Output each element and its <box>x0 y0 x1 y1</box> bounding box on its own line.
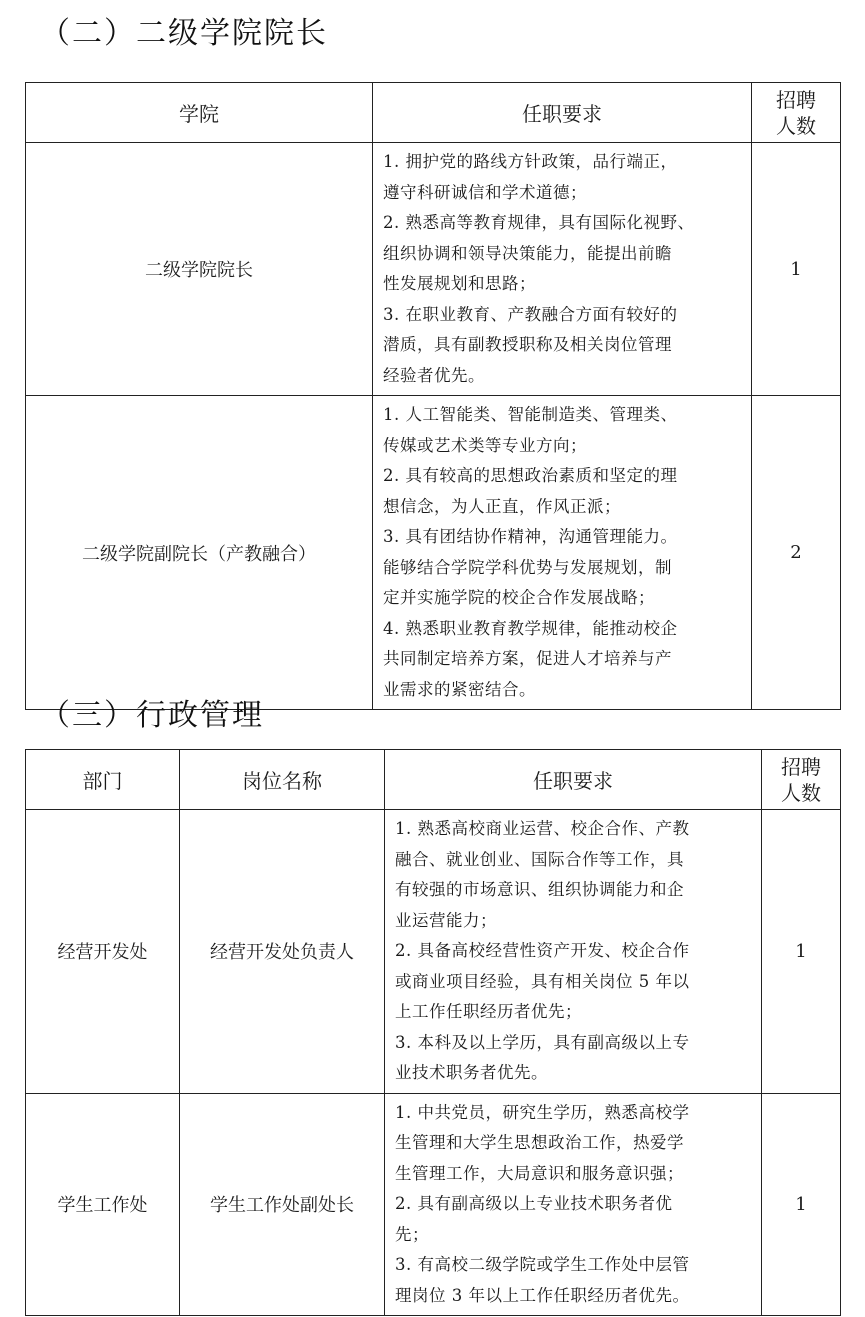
requirement-line: 有较强的市场意识、组织协调能力和企 <box>395 880 684 899</box>
requirement-line: 理岗位 3 年以上工作任职经历者优先。 <box>395 1285 690 1305</box>
requirement-line: 生管理工作，大局意识和服务意识强； <box>395 1163 684 1183</box>
requirement-line: 2. 具有副高级以上专业技术职务者优 <box>395 1194 673 1213</box>
table-row <box>26 143 841 396</box>
header-count-line1: 招聘 <box>781 754 821 779</box>
requirement-line: 1. 拥护党的路线方针政策，品行端正， <box>383 152 678 171</box>
requirements-cell <box>373 396 752 710</box>
count-cell: 1 <box>762 1093 841 1316</box>
table-row <box>26 1093 841 1316</box>
requirement-line: 遵守科研诚信和学术道德； <box>383 182 587 202</box>
requirement-line: 上工作任职经历者优先； <box>395 1002 582 1021</box>
requirement-line: 业运营能力； <box>395 910 497 930</box>
requirement-line: 2. 具有较高的思想政治素质和坚定的理 <box>383 466 678 485</box>
college-cell: 二级学院院长 <box>26 143 373 396</box>
table-row <box>26 810 841 1094</box>
requirement-line: 生管理和大学生思想政治工作，热爱学 <box>395 1133 684 1152</box>
requirement-line: 3. 本科及以上学历，具有副高级以上专 <box>395 1032 690 1052</box>
requirement-line: 融合、就业创业、国际合作等工作，具 <box>395 849 684 869</box>
requirement-line: 能够结合学院学科优势与发展规划，制 <box>383 557 672 577</box>
header-requirements: 任职要求 <box>385 750 762 810</box>
table-header-row <box>26 750 841 810</box>
college-dean-table <box>25 82 841 710</box>
requirement-line: 传媒或艺术类等专业方向； <box>383 435 587 455</box>
requirements-cell <box>385 1093 762 1316</box>
requirement-line: 1. 人工智能类、智能制造类、管理类、 <box>383 405 678 424</box>
requirement-line: 3. 具有团结协作精神，沟通管理能力。 <box>383 527 678 546</box>
section-title-college-dean: （二）二级学院院长 <box>40 16 328 51</box>
header-college: 学院 <box>26 83 373 143</box>
header-requirements: 任职要求 <box>373 83 752 143</box>
dept-cell: 经营开发处 <box>26 810 180 1094</box>
header-position: 岗位名称 <box>180 750 385 810</box>
dept-cell: 学生工作处 <box>26 1093 180 1316</box>
requirement-line: 1. 熟悉高校商业运营、校企合作、产教 <box>395 819 690 838</box>
requirements-cell <box>385 810 762 1094</box>
requirement-line: 3. 在职业教育、产教融合方面有较好的 <box>383 304 678 324</box>
requirement-line: 3. 有高校二级学院或学生工作处中层管 <box>395 1255 690 1274</box>
section-title-admin: （三）行政管理 <box>40 698 264 733</box>
header-count-line2: 人数 <box>781 780 821 805</box>
requirement-line: 或商业项目经验，具有相关岗位 5 年以 <box>395 971 690 991</box>
header-count-line2: 人数 <box>776 113 816 138</box>
requirement-line: 2. 具备高校经营性资产开发、校企合作 <box>395 941 690 960</box>
count-cell: 1 <box>762 810 841 1094</box>
position-cell: 学生工作处副处长 <box>180 1093 385 1316</box>
table-header-row <box>26 83 841 143</box>
count-cell: 1 <box>752 143 841 396</box>
requirement-line: 想信念，为人正直，作风正派； <box>383 496 621 516</box>
requirement-line: 组织协调和领导决策能力，能提出前瞻 <box>383 243 672 263</box>
position-cell: 经营开发处负责人 <box>180 810 385 1094</box>
requirement-line: 4. 熟悉职业教育教学规律，能推动校企 <box>383 618 678 638</box>
requirement-line: 1. 中共党员，研究生学历，熟悉高校学 <box>395 1102 690 1122</box>
requirement-line: 共同制定培养方案，促进人才培养与产 <box>383 649 672 668</box>
requirement-line: 业技术职务者优先。 <box>395 1063 548 1082</box>
college-cell: 二级学院副院长（产教融合） <box>26 396 373 710</box>
requirement-line: 业需求的紧密结合。 <box>383 679 536 699</box>
header-count-line1: 招聘 <box>776 87 816 112</box>
requirement-line: 经验者优先。 <box>383 365 485 385</box>
requirement-line: 性发展规划和思路； <box>383 274 536 293</box>
requirement-line: 2. 熟悉高等教育规律，具有国际化视野、 <box>383 213 695 232</box>
table-row <box>26 396 841 710</box>
requirement-line: 潜质，具有副教授职称及相关岗位管理 <box>383 335 672 354</box>
requirements-cell <box>373 143 752 396</box>
header-dept: 部门 <box>26 750 180 810</box>
header-count <box>752 83 841 143</box>
admin-management-table <box>25 749 841 1316</box>
requirement-line: 定并实施学院的校企合作发展战略； <box>383 588 655 607</box>
header-count <box>762 750 841 810</box>
requirement-line: 先； <box>395 1224 429 1244</box>
count-cell: 2 <box>752 396 841 710</box>
